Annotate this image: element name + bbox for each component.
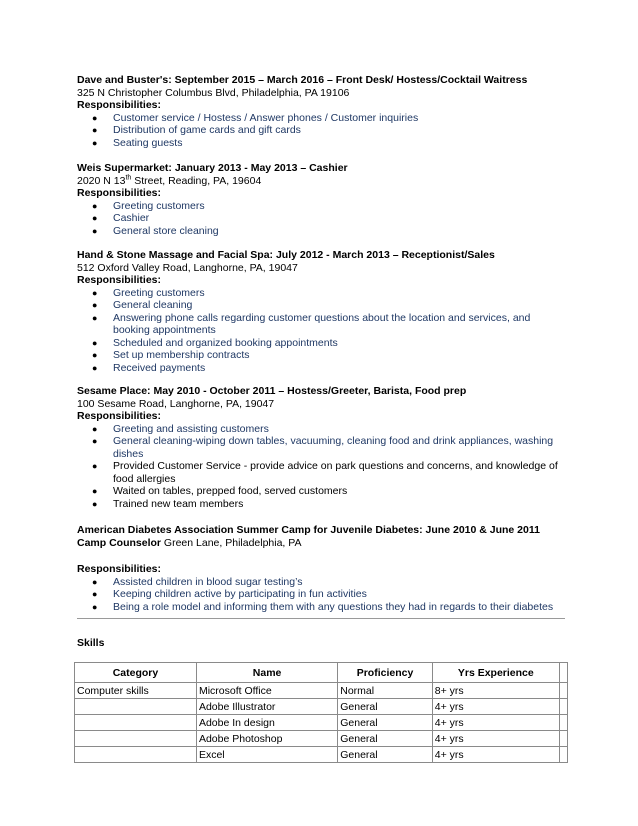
table-header-row [75, 663, 568, 683]
section-divider [77, 618, 565, 619]
list-item: ● Distribution of game cards and gift cards [92, 124, 301, 136]
list-item: ● Trained new team members [92, 497, 244, 510]
job-title: Hand & Stone Massage and Facial Spa: July 2012 - March 2013 – Receptionist/Sales [77, 249, 495, 261]
list-item: ● Cashier [92, 212, 150, 224]
table-cell: 4+ yrs [432, 747, 559, 763]
table-cell [75, 747, 197, 763]
job-address: 100 Sesame Road, Langhorne, PA, 19047 [77, 397, 275, 410]
table-cell [75, 715, 197, 731]
responsibilities-list [77, 200, 562, 238]
list-item: ● General cleaning [92, 299, 193, 311]
table-cell: Normal [338, 683, 433, 699]
responsibilities-label: Responsibilities: [77, 563, 162, 575]
bullet-icon: ● [92, 436, 98, 446]
responsibilities-label: Responsibilities: [77, 274, 162, 286]
table-row [75, 683, 568, 699]
table-row [75, 747, 568, 763]
bullet-icon: ● [92, 576, 98, 587]
job-title: American Diabetes Association Summer Camp for Juvenile Diabetes: June 2010 & June 2011 [77, 524, 540, 536]
bullet-icon: ● [92, 112, 98, 123]
column-header: Yrs Experience [432, 663, 559, 683]
bullet-icon: ● [92, 337, 98, 348]
list-item: ● General store cleaning [92, 224, 219, 237]
table-cell: General [338, 699, 433, 715]
table-cell: General [338, 731, 433, 747]
bullet-icon: ● [92, 362, 98, 373]
responsibilities-list [77, 576, 562, 614]
table-edge-cell [559, 715, 567, 731]
job-dave-and-busters [77, 74, 562, 149]
job-title: Weis Supermarket: January 2013 - May 2013 – Cashier [77, 162, 348, 174]
job-address: 325 N Christopher Columbus Blvd, Philadelphia, PA 19106 [77, 86, 350, 99]
list-item: ● Waited on tables, prepped food, served customers [92, 485, 348, 497]
list-item: ● Received payments [92, 361, 206, 374]
responsibilities-list [77, 423, 562, 511]
responsibilities-label: Responsibilities: [77, 99, 162, 111]
table-cell: General [338, 747, 433, 763]
bullet-icon: ● [92, 200, 98, 211]
table-edge-cell [559, 747, 567, 763]
bullet-icon: ● [92, 461, 98, 471]
table-cell: Excel [196, 747, 337, 763]
list-item: ● Customer service / Hostess / Answer phones / Customer inquiries [92, 111, 419, 124]
list-item: ● Provided Customer Service - provide advice on park questions and concerns, and knowledge of food allergies [92, 460, 558, 485]
table-cell: 4+ yrs [432, 731, 559, 747]
bullet-icon: ● [92, 213, 98, 223]
responsibilities-list [77, 287, 562, 375]
bullet-icon: ● [92, 125, 98, 135]
list-item: ● Scheduled and organized booking appointments [92, 336, 338, 349]
list-item: ● Greeting and assisting customers [92, 422, 269, 435]
responsibilities-label: Responsibilities: [77, 410, 162, 422]
job-role-location: Camp Counselor Green Lane, Philadelphia, PA [77, 536, 302, 549]
table-row [75, 731, 568, 747]
table-cell: Adobe Photoshop [196, 731, 337, 747]
table-cell: Adobe Illustrator [196, 699, 337, 715]
bullet-icon: ● [92, 498, 98, 509]
responsibilities-list [77, 112, 562, 150]
list-item: ● Keeping children active by participating in fun activities [92, 588, 367, 600]
job-diabetes-camp [77, 524, 562, 613]
table-row [75, 699, 568, 715]
list-item: ● General cleaning-wiping down tables, vacuuming, cleaning food and drink appliances, washing dishes [92, 435, 554, 460]
list-item: ● Answering phone calls regarding customer questions about the location and services, and booking appointments [92, 311, 531, 336]
bullet-icon: ● [92, 589, 98, 599]
table-cell: 8+ yrs [432, 683, 559, 699]
bullet-icon: ● [92, 312, 98, 323]
job-weis-supermarket [77, 162, 562, 237]
list-item: ● Set up membership contracts [92, 349, 250, 361]
job-sesame-place [77, 385, 562, 510]
table-row [75, 715, 568, 731]
table-cell: 4+ yrs [432, 715, 559, 731]
table-cell: Computer skills [75, 683, 197, 699]
list-item: ● Assisted children in blood sugar testing’s [92, 575, 303, 588]
column-header: Name [196, 663, 337, 683]
list-item: ● Seating guests [92, 136, 183, 149]
column-header: Category [75, 663, 197, 683]
job-title: Dave and Buster's: September 2015 – March 2016 – Front Desk/ Hostess/Cocktail Waitress [77, 74, 528, 86]
table-edge-cell [559, 731, 567, 747]
bullet-icon: ● [92, 350, 98, 360]
job-address: 512 Oxford Valley Road, Langhorne, PA, 19047 [77, 261, 298, 274]
bullet-icon: ● [92, 137, 98, 148]
table-cell: Microsoft Office [196, 683, 337, 699]
list-item: ● Greeting customers [92, 286, 205, 299]
table-edge-cell [559, 699, 567, 715]
skills-heading: Skills [77, 637, 105, 649]
bullet-icon: ● [92, 300, 98, 310]
table-edge-cell [559, 663, 567, 683]
table-cell [75, 699, 197, 715]
table-cell [75, 731, 197, 747]
job-address: 2020 N 13th Street, Reading, PA, 19604 [77, 174, 262, 187]
bullet-icon: ● [92, 287, 98, 298]
job-hand-and-stone [77, 249, 562, 374]
column-header: Proficiency [338, 663, 433, 683]
skills-table [74, 662, 568, 763]
job-title: Sesame Place: May 2010 - October 2011 – Hostess/Greeter, Barista, Food prep [77, 385, 467, 397]
table-cell: 4+ yrs [432, 699, 559, 715]
list-item: ● Greeting customers [92, 199, 205, 212]
responsibilities-label: Responsibilities: [77, 187, 162, 199]
bullet-icon: ● [92, 423, 98, 434]
bullet-icon: ● [92, 601, 98, 612]
bullet-icon: ● [92, 225, 98, 236]
table-cell: Adobe In design [196, 715, 337, 731]
list-item: ● Being a role model and informing them with any questions they had in regards to their diabetes [92, 600, 554, 613]
table-edge-cell [559, 683, 567, 699]
bullet-icon: ● [92, 486, 98, 496]
table-cell: General [338, 715, 433, 731]
